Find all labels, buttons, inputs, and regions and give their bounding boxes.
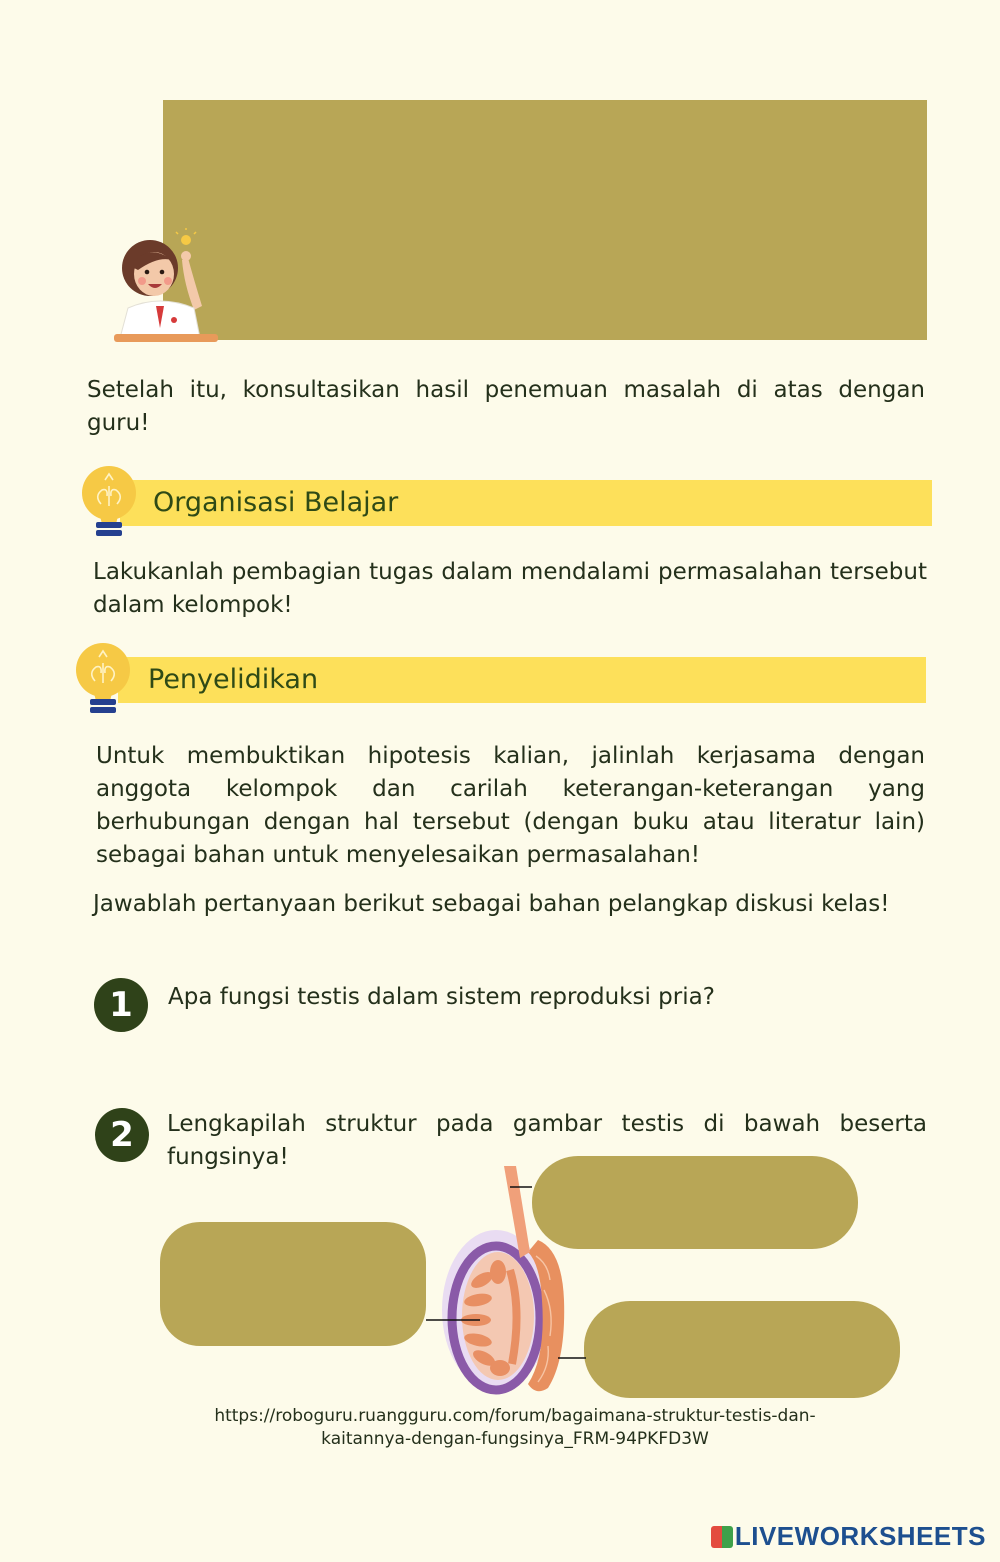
lightbulb-icon (74, 641, 132, 719)
section-title-penyelidikan: Penyelidikan (148, 664, 319, 695)
liveworksheets-logo-icon (711, 1526, 733, 1548)
testis-diagram (420, 1160, 600, 1400)
penyelidikan-instruction: Untuk membuktikan hipotesis kalian, jalinlah kerjasama dengan anggota kelompok dan carilah keterangan-keterangan yang berhubungan dengan hal tersebut (dengan buku atau literatur lain) sebagai bahan untuk menyelesaikan permasalahan! (96, 743, 925, 868)
liveworksheets-logo (711, 1521, 986, 1552)
lightbulb-icon (80, 464, 138, 542)
top-answer-box[interactable] (163, 100, 927, 340)
organisasi-instruction: Lakukanlah pembagian tugas dalam mendalami permasalahan tersebut dalam kelompok! (93, 559, 927, 618)
source-url[interactable] (150, 1405, 880, 1451)
answer-box-left[interactable] (160, 1222, 426, 1346)
section-title-organisasi: Organisasi Belajar (153, 487, 399, 518)
question-number-1: 1 (94, 978, 148, 1032)
source-url-line-1[interactable]: https://roboguru.ruangguru.com/forum/bagaimana-struktur-testis-dan- (214, 1406, 816, 1426)
question-text-1: Apa fungsi testis dalam sistem reproduksi pria? (168, 984, 715, 1010)
answer-box-bottom-right[interactable] (584, 1301, 900, 1398)
source-url-line-2[interactable]: kaitannya-dengan-fungsinya_FRM-94PKFD3W (321, 1429, 709, 1449)
consult-instruction: Setelah itu, konsultasikan hasil penemuan masalah di atas dengan guru! (87, 377, 925, 436)
student-illustration (110, 228, 220, 343)
answer-instruction: Jawablah pertanyaan berikut sebagai bahan pelangkap diskusi kelas! (93, 891, 890, 917)
question-text-2: Lengkapilah struktur pada gambar testis di bawah beserta fungsinya! (167, 1111, 927, 1170)
liveworksheets-logo-text: LIVEWORKSHEETS (734, 1521, 986, 1551)
question-number-2: 2 (95, 1108, 149, 1162)
